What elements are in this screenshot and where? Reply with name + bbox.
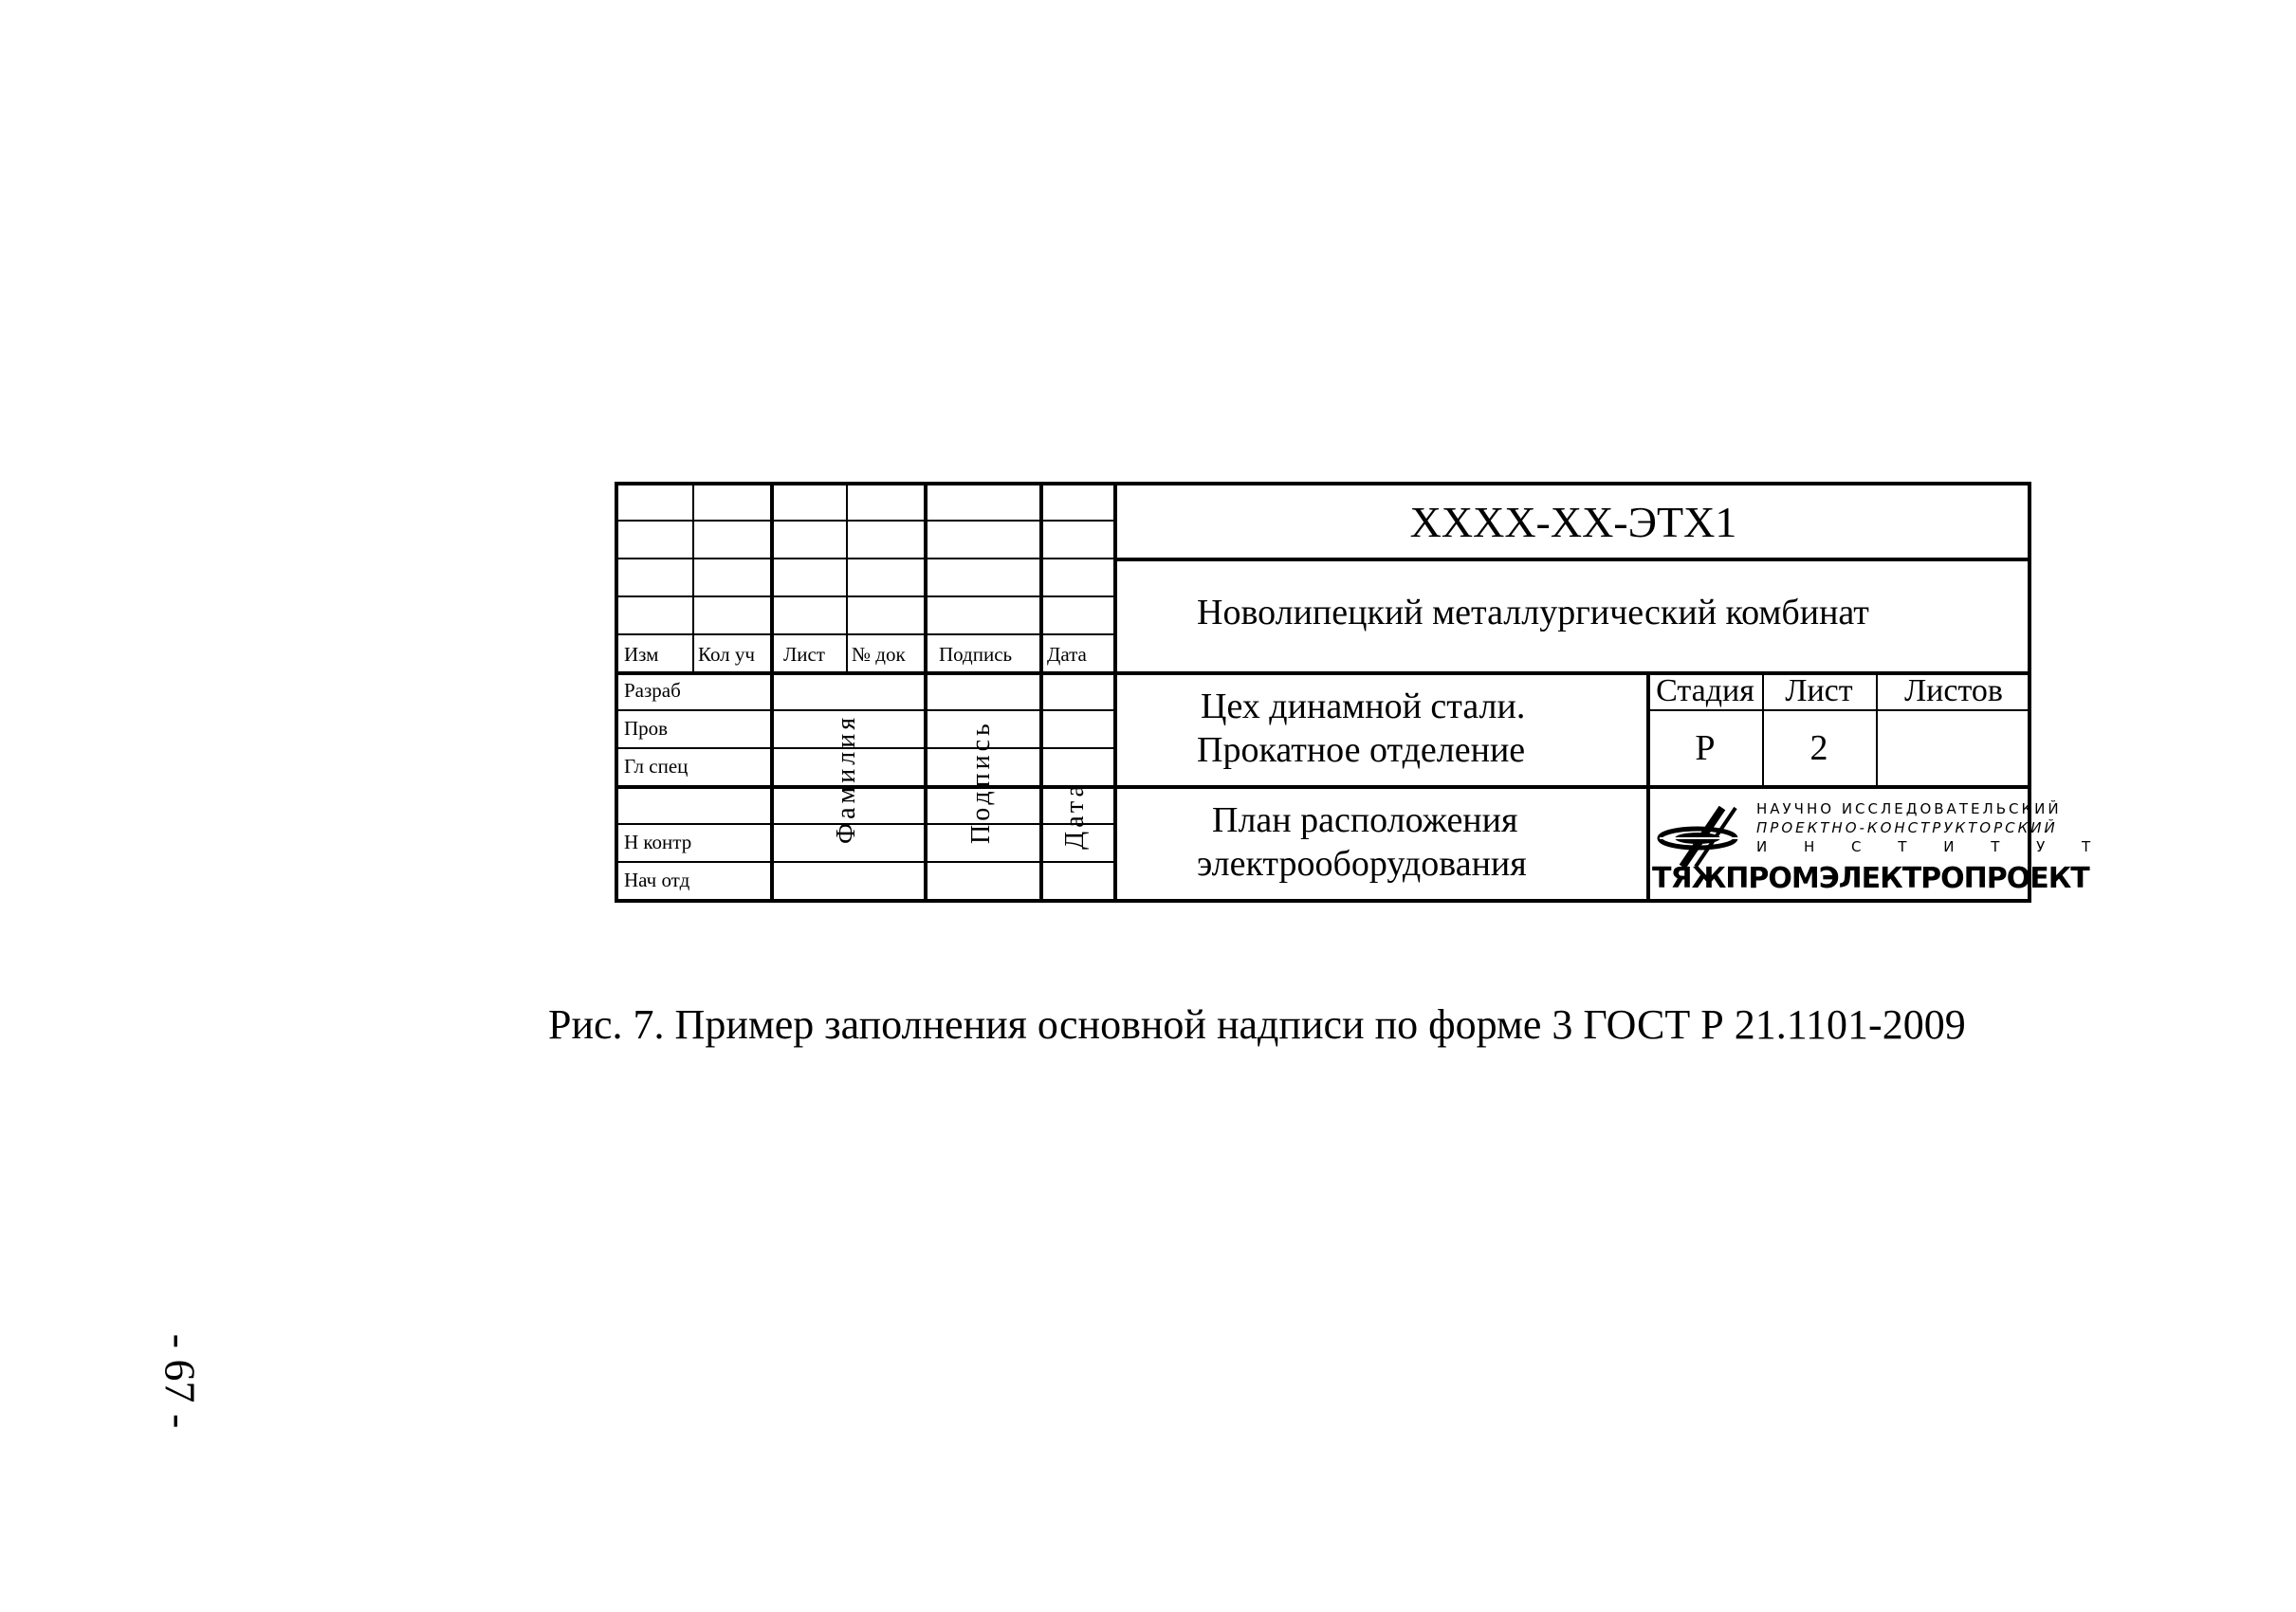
grid-line xyxy=(1646,709,2031,711)
grid-line xyxy=(924,482,928,903)
page-number: - 67 - xyxy=(156,1333,205,1429)
logo-line-3: И Н С Т И Т У Т xyxy=(1756,838,2107,855)
stage-header: Стадия xyxy=(1656,673,1754,708)
building-line-2: Прокатное отделение xyxy=(1197,730,1526,770)
header-doc-no: № док xyxy=(852,643,906,666)
logo-line-1: НАУЧНО ИССЛЕДОВАТЕЛЬСКИЙ xyxy=(1756,800,2062,817)
sheet-title-line-1: План расположения xyxy=(1212,800,1518,840)
sheets-header: Листов xyxy=(1904,673,2003,708)
role-chief-specialist: Гл спец xyxy=(624,755,689,778)
logo-emblem-icon xyxy=(1654,804,1753,870)
grid-line xyxy=(770,482,774,903)
label-signature: Подпись xyxy=(966,720,996,844)
role-department-head: Нач отд xyxy=(624,869,690,891)
building-line-1: Цех динамной стали. xyxy=(1201,687,1526,726)
role-developer: Разраб xyxy=(624,679,681,702)
role-checker: Пров xyxy=(624,717,669,740)
sheet-header: Лист xyxy=(1785,673,1853,708)
sheet-value: 2 xyxy=(1809,728,1828,768)
grid-line xyxy=(1115,558,2031,561)
grid-line xyxy=(1039,482,1043,903)
logo-name: ТЯЖПРОМЭЛЕКТРОПРОЕКТ xyxy=(1652,862,2089,895)
grid-line xyxy=(846,482,848,671)
document-designation: XXXX-XX-ЭТХ1 xyxy=(1409,498,1737,546)
figure-caption: Рис. 7. Пример заполнения основной надписи по форме 3 ГОСТ Р 21.1101-2009 xyxy=(548,1001,1966,1048)
sheet-title-line-2: электрооборудования xyxy=(1197,844,1527,884)
institute-logo xyxy=(1650,798,2107,899)
grid-line xyxy=(1113,482,1117,903)
stage-value: Р xyxy=(1695,728,1716,768)
header-list: Лист xyxy=(783,643,825,666)
grid-line xyxy=(615,785,2031,789)
role-standards-control: Н контр xyxy=(624,831,692,853)
header-kol-uch: Кол уч xyxy=(698,643,755,666)
grid-line xyxy=(692,482,694,671)
label-surname: Фамилия xyxy=(832,713,861,844)
organization-name: Новолипецкий металлургический комбинат xyxy=(1197,593,1869,632)
label-date: Дата xyxy=(1060,781,1090,850)
header-izm: Изм xyxy=(624,643,659,666)
header-date: Дата xyxy=(1047,643,1087,666)
header-signature: Подпись xyxy=(939,643,1013,666)
logo-line-2: ПРОЕКТНО-КОНСТРУКТОРСКИЙ xyxy=(1756,819,2058,836)
